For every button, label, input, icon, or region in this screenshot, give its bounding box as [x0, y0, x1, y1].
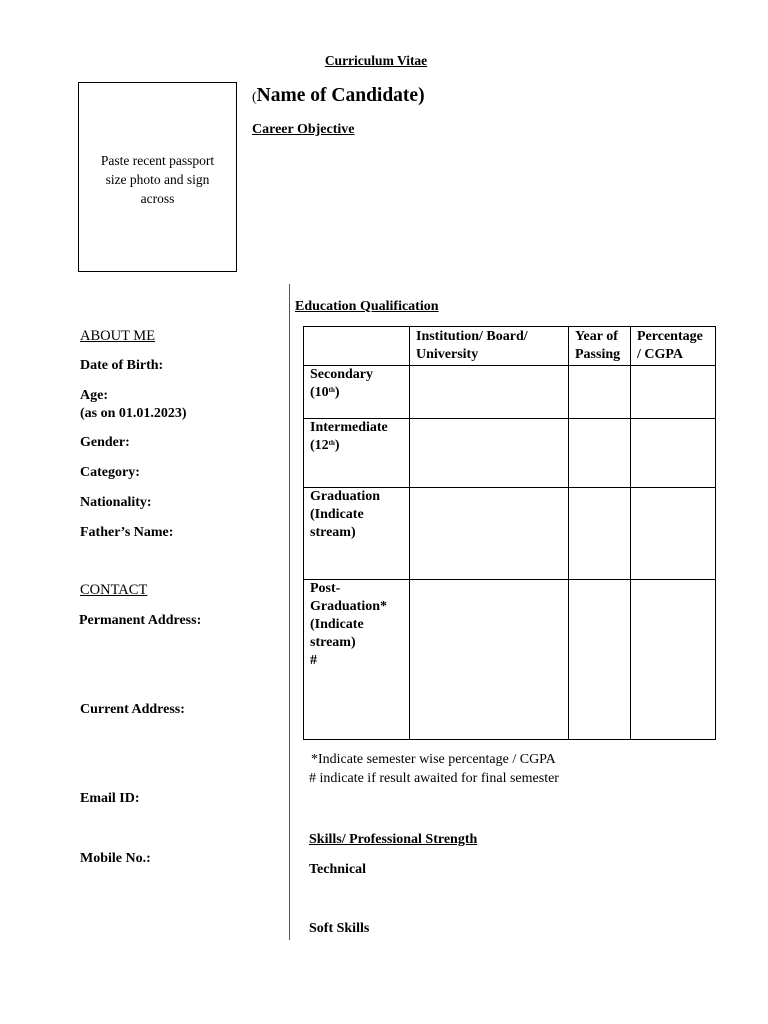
table-row — [304, 366, 716, 419]
fathers-name-label: Father’s Name: — [80, 525, 174, 540]
row-label-intermediate: Intermediate (12th) — [304, 419, 410, 488]
table-row — [304, 488, 716, 580]
date-of-birth-label: Date of Birth: — [80, 358, 164, 373]
document-title: Curriculum Vitae — [324, 53, 428, 68]
year-cell[interactable] — [569, 366, 631, 419]
education-table — [303, 326, 716, 740]
education-heading: Education Qualification — [295, 299, 439, 314]
percentage-cell[interactable] — [631, 419, 716, 488]
age-as-on-date: (as on 01.01.2023) — [80, 406, 187, 421]
row-label-post-graduation: Post- Graduation* (Indicate stream) # — [304, 580, 410, 740]
column-header-institution: Institution/ Board/ University — [410, 327, 569, 366]
table-row — [304, 580, 716, 740]
table-row — [304, 419, 716, 488]
percentage-cell[interactable] — [631, 488, 716, 580]
candidate-name-heading — [252, 84, 425, 110]
permanent-address-label: Permanent Address: — [79, 613, 202, 628]
column-header-year: Year of Passing — [569, 327, 631, 366]
semester-note: *Indicate semester wise percentage / CGPA — [311, 752, 556, 767]
percentage-cell[interactable] — [631, 366, 716, 419]
nationality-label: Nationality: — [80, 495, 152, 510]
name-open-paren: ( — [252, 90, 257, 105]
year-cell[interactable] — [569, 419, 631, 488]
age-label: Age: — [80, 388, 108, 403]
category-label: Category: — [80, 465, 140, 480]
column-header — [304, 327, 410, 366]
column-divider — [289, 284, 290, 940]
career-objective-heading: Career Objective — [252, 122, 355, 137]
table-header-row — [304, 327, 716, 366]
row-label-secondary: Secondary (10th) — [304, 366, 410, 419]
year-cell[interactable] — [569, 488, 631, 580]
mobile-label: Mobile No.: — [80, 851, 151, 866]
about-me-heading: ABOUT ME — [80, 328, 156, 344]
candidate-name: Name of Candidate) — [256, 85, 425, 106]
result-awaited-note: # indicate if result awaited for final semester — [309, 771, 559, 786]
institution-cell[interactable] — [410, 419, 569, 488]
gender-label: Gender: — [80, 435, 130, 450]
institution-cell[interactable] — [410, 366, 569, 419]
contact-heading: CONTACT — [80, 582, 148, 598]
soft-skills-label: Soft Skills — [309, 921, 370, 936]
photo-instruction: Paste recent passport size photo and sign across — [100, 153, 215, 206]
institution-cell[interactable] — [410, 488, 569, 580]
institution-cell[interactable] — [410, 580, 569, 740]
percentage-cell[interactable] — [631, 580, 716, 740]
column-header-percentage: Percentage / CGPA — [631, 327, 716, 366]
email-label: Email ID: — [80, 791, 140, 806]
year-cell[interactable] — [569, 580, 631, 740]
photo-placeholder-box — [78, 82, 237, 272]
row-label-graduation: Graduation (Indicate stream) — [304, 488, 410, 580]
current-address-label: Current Address: — [80, 702, 185, 717]
skills-heading: Skills/ Professional Strength — [309, 832, 478, 847]
technical-skills-label: Technical — [309, 862, 367, 877]
